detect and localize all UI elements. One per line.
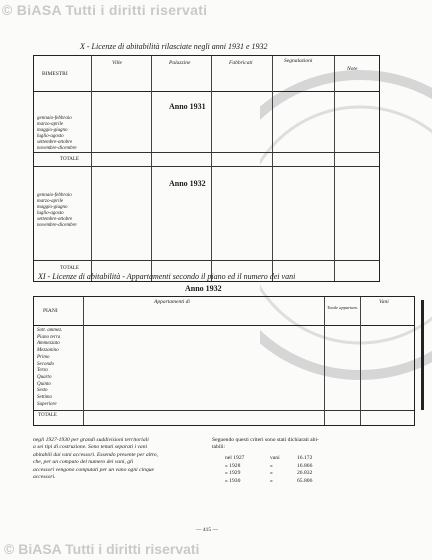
table-row-label: settembre-ottobre xyxy=(37,140,73,145)
table-row-label: maggio-giugno xyxy=(37,128,68,133)
table-row-label: luglio-agosto xyxy=(37,211,64,216)
total-floors-label: TOTALE xyxy=(38,413,57,418)
col-palazzine: Palazzine xyxy=(169,60,191,66)
year-value: 26.832 xyxy=(297,470,313,477)
table-row-label: Quinto xyxy=(37,381,51,387)
year-1932-subheading: Anno 1932 xyxy=(185,284,222,293)
col-note: Note xyxy=(347,66,358,72)
year-1931-heading: Anno 1931 xyxy=(169,102,206,111)
table-row-label: Terzo xyxy=(37,368,48,374)
table-row-label: novembre-dicembre xyxy=(37,146,77,151)
year-label: nel 1927 xyxy=(225,455,245,461)
year-unit: vani xyxy=(270,455,280,461)
year-value: 16.866 xyxy=(297,462,313,469)
year-unit: » xyxy=(270,470,273,477)
year-label: » 1930 xyxy=(225,477,241,484)
table-row-label: maggio-giugno xyxy=(37,205,68,210)
table-row-label: Quarto xyxy=(37,374,52,380)
table-row-label: Mezzanino xyxy=(37,348,59,354)
col-piani: PIANI xyxy=(43,308,58,314)
table-row-label: Settimo xyxy=(37,395,52,400)
year-value: 65.806 xyxy=(297,477,313,484)
table-row-label: gennaio-febbraio xyxy=(37,116,72,121)
year-value: 16.172 xyxy=(297,455,313,461)
year-label: » 1929 xyxy=(225,470,241,477)
section-xi-title: XI - Licenze di abitabilità - Appartamenti secondo il piano ed il numero dei vani xyxy=(38,272,296,281)
year-1932-heading: Anno 1932 xyxy=(169,179,206,188)
apartments-by-floor-table xyxy=(33,296,415,426)
table-row-label: Piano terra xyxy=(37,334,61,340)
table-row-label: marzo-aprile xyxy=(37,199,64,204)
col-vani: Vani xyxy=(379,299,389,305)
col-bimestri: BIMESTRI xyxy=(42,71,68,77)
col-fabbricati: Fabbricati xyxy=(229,60,253,66)
table-row-label: gennaio-febbraio xyxy=(37,193,72,198)
table-row-label: Superiore xyxy=(37,401,57,407)
watermark-top: © BiASA Tutti i diritti riservati xyxy=(2,2,208,18)
col-appartamenti: Appartamenti di xyxy=(154,299,190,305)
table-row-label: Sesto xyxy=(37,388,48,394)
year-label: » 1928 xyxy=(225,462,241,469)
section-x-title: X - Licenze di abitabilità rilasciate negli anni 1931 e 1932 xyxy=(80,42,268,51)
table-row-label: Sott. ammez. xyxy=(37,328,63,333)
page-number: — 415 — xyxy=(196,527,218,533)
table-row-label: settembre-ottobre xyxy=(37,217,73,222)
col-ville: Ville xyxy=(112,60,122,66)
explanatory-paragraph: negli 1927-1930 per grandi suddivisioni territoriali a sei tipi di costruzione. Sono tenuti separati i vani abitabili dai vani accessori. Essendo presente per altro, che, per un computo del numero dei vani, gli accessori vengono computati per un vano ogni cinque accessori. xyxy=(33,437,158,481)
col-segnalazioni: Segnalazioni xyxy=(284,58,313,64)
watermark-bottom: © BiASA Tutti i diritti riservati xyxy=(4,541,200,557)
table-row-label: novembre-dicembre xyxy=(37,223,77,228)
total-1931-label: TOTALE xyxy=(60,157,79,162)
table-row-label: marzo-aprile xyxy=(37,122,64,127)
table-row-label: Secondo xyxy=(37,361,54,367)
table-row-label: Primo xyxy=(37,354,50,360)
table-row-label: Ammezzato xyxy=(37,341,60,347)
total-1932-label: TOTALE xyxy=(60,266,79,271)
table-row-label: luglio-agosto xyxy=(37,134,64,139)
year-unit: » xyxy=(270,462,273,469)
page-edge-shadow xyxy=(421,300,424,410)
licenses-table-1931-1932 xyxy=(33,55,380,282)
years-intro: Seguendo questi criteri sono stati dichiarati abi- tabili: xyxy=(212,437,319,451)
col-totale-appartamenti: Totale appartam. xyxy=(327,305,358,310)
year-unit: » xyxy=(270,477,273,484)
